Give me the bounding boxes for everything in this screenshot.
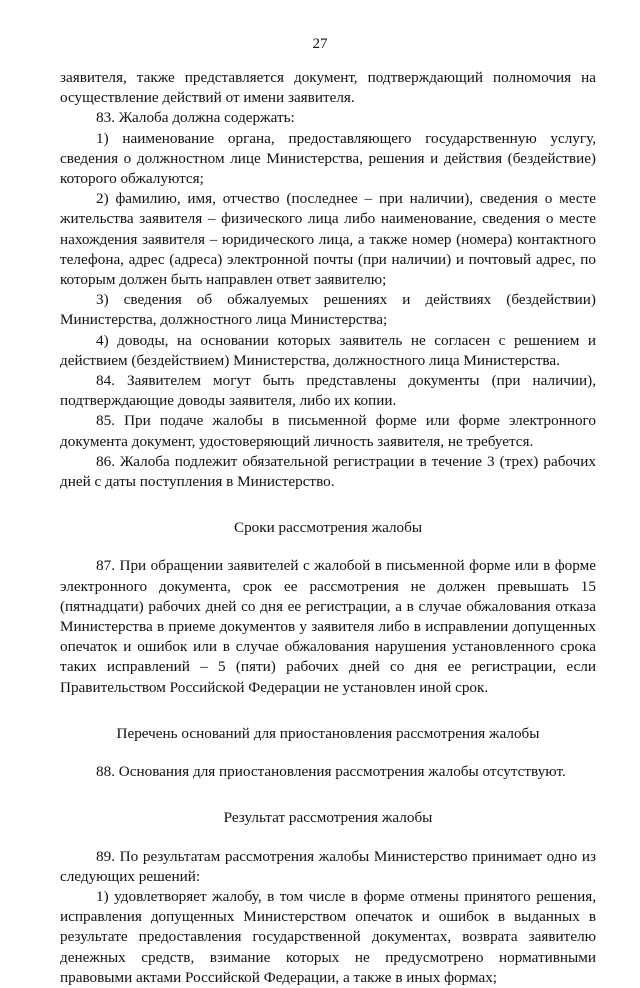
paragraph-83-item-2: 2) фамилию, имя, отчество (последнее – при наличии), сведения о месте жительства заявителя – физического лица либо наименование, сведения о месте нахождения заявителя – юридического лица, а также номер (номера) контактного телефона, адрес (адреса) электронной почты (при наличии) и почтовый адрес, по которым должен быть направлен ответ заявителю; — [60, 190, 596, 289]
spacer — [60, 829, 596, 847]
paragraph-83-item-1: 1) наименование органа, предоставляющего государственную услугу, сведения о должностном лице Министерства, решения и действия (бездействие) которого обжалуются; — [60, 129, 596, 188]
section-heading-result: Результат рассмотрения жалобы — [223, 809, 433, 827]
paragraph-86: 86. Жалоба подлежит обязательной регистрации в течение 3 (трех) рабочих дней с даты поступления в Министерство. — [60, 452, 596, 491]
page-content — [60, 68, 596, 988]
spacer — [60, 782, 596, 808]
paragraph-89: 89. По результатам рассмотрения жалобы Министерство принимает одно из следующих решений: — [60, 847, 596, 885]
section-heading-terms: Сроки рассмотрения жалобы — [233, 519, 423, 537]
paragraph-87: 87. При обращении заявителей с жалобой в письменной форме или в форме электронного документа, срок ее рассмотрения не должен превышать 15 (пятнадцати) рабочих дней со дня ее регистрации, а в случае обжалования отказа Министерства в приеме документов у заявителя либо в исправлении допущенных опечаток и ошибок или в случае обжалования нарушения установленного срока таких исправлений – 5 (пяти) рабочих дней со дня ее регистрации, если Правительством Российской Федерации не установлен иной срок. — [60, 557, 596, 696]
spacer — [60, 744, 596, 762]
paragraph-88: 88. Основания для приостановления рассмотрения жалобы отсутствуют. — [96, 763, 566, 781]
spacer — [60, 698, 596, 724]
paragraph-84: 84. Заявителем могут быть представлены документы (при наличии), подтверждающие доводы заявителя, либо их копии. — [60, 372, 596, 410]
paragraph-83: 83. Жалоба должна содержать: — [96, 109, 295, 127]
paragraph-83-item-4: 4) доводы, на основании которых заявитель не согласен с решением и действием (бездействием) Министерства, должностного лица Министерства. — [60, 331, 596, 369]
spacer — [60, 492, 596, 518]
section-heading-suspension: Перечень оснований для приостановления рассмотрения жалобы — [116, 724, 540, 742]
paragraph-85: 85. При подаче жалобы в письменной форме или форме электронного документа документ, удостоверяющий личность заявителя, не требуется. — [60, 412, 596, 450]
page-number: 27 — [312, 36, 328, 52]
paragraph-83-item-3: 3) сведения об обжалуемых решениях и действиях (бездействии) Министерства, должностного лица Министерства; — [60, 291, 596, 329]
spacer — [60, 538, 596, 556]
paragraph-continuation: заявителя, также представляется документ, подтверждающий полномочия на осуществление действий от имени заявителя. — [60, 69, 596, 107]
paragraph-89-item-1: 1) удовлетворяет жалобу, в том числе в форме отмены принятого решения, исправления допущенных Министерством опечаток и ошибок в выданных в результате предоставления государственной документах, возврата заявителю денежных средств, взимание которых не предусмотрено нормативными правовыми актами Российской Федерации, а также в иных формах; — [60, 887, 596, 986]
